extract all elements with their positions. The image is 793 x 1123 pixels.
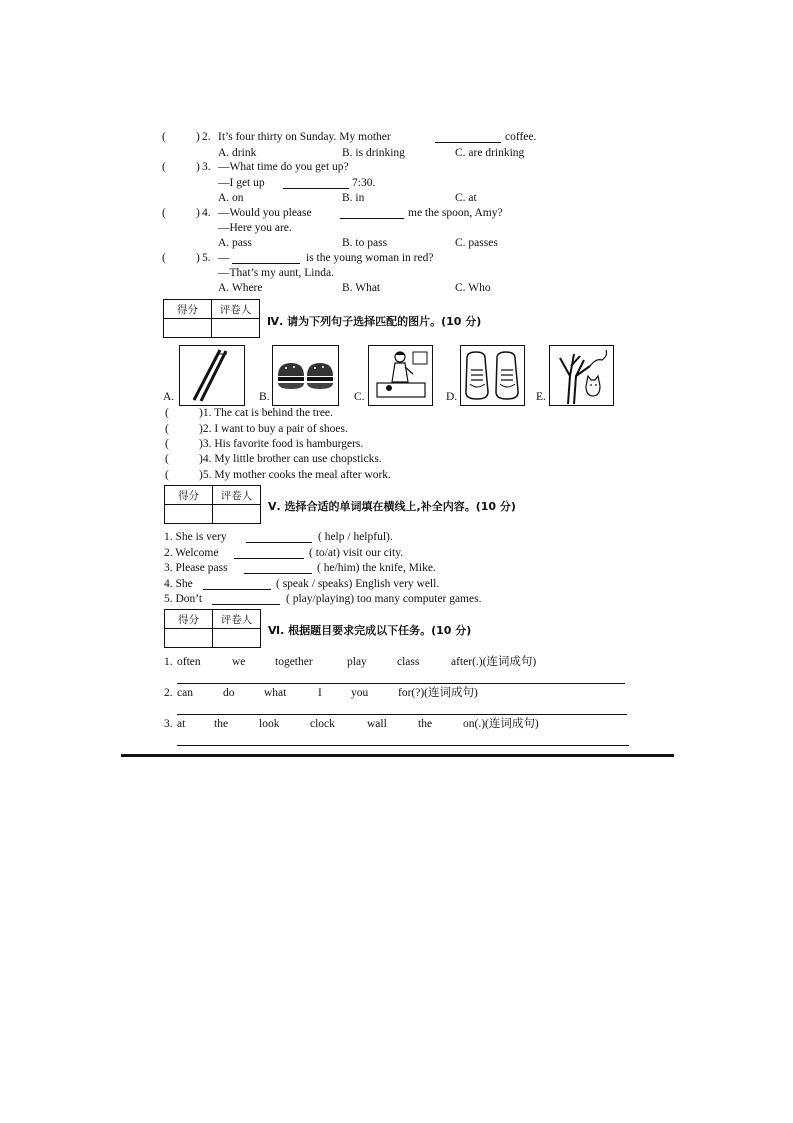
- fill-item-hint: ( play/playing) too many computer games.: [286, 593, 482, 605]
- answer-paren-open: (: [162, 131, 166, 143]
- answer-paren-close: ): [196, 252, 200, 264]
- scrambled-word: look: [259, 718, 280, 730]
- option-c: C. are drinking: [455, 147, 525, 159]
- question-stem-end: coffee.: [505, 131, 537, 143]
- answer-blank[interactable]: [435, 132, 501, 143]
- picture-letter: B.: [259, 391, 270, 403]
- answer-paren-close: ): [196, 207, 200, 219]
- answer-paren-close: ): [196, 131, 200, 143]
- option-c: C. at: [455, 192, 477, 204]
- scrambled-word: I: [318, 687, 322, 699]
- scrambled-word: at: [177, 718, 186, 730]
- option-a: A. pass: [218, 237, 252, 249]
- matching-item: )4. My little brother can use chopsticks.: [199, 453, 382, 465]
- dialogue-line: —Here you are.: [218, 222, 292, 234]
- grader-label: 评卷人: [212, 300, 260, 319]
- answer-blank[interactable]: [203, 579, 271, 590]
- fill-item-text: 5. Don’t: [164, 593, 203, 605]
- score-cell[interactable]: [165, 629, 213, 648]
- section-title: Ⅳ. 请为下列句子选择匹配的图片。(10 分): [267, 315, 482, 328]
- answer-paren-open: (: [162, 161, 166, 173]
- dialogue-line: —What time do you get up?: [218, 161, 349, 173]
- picture-letter: A.: [163, 391, 175, 403]
- shoes-icon: [460, 345, 525, 406]
- woman-cooking-icon: [368, 345, 433, 406]
- option-b: B. is drinking: [342, 147, 405, 159]
- matching-item: )1. The cat is behind the tree.: [199, 407, 333, 419]
- grader-cell[interactable]: [213, 505, 261, 524]
- chopsticks-icon: [179, 345, 245, 406]
- fill-item-hint: ( to/at) visit our city.: [309, 547, 404, 559]
- answer-blank[interactable]: [340, 208, 404, 219]
- option-b: B. to pass: [342, 237, 388, 249]
- fill-item-text: 1. She is very: [164, 531, 227, 543]
- score-box: [164, 609, 261, 648]
- scrambled-word: what: [264, 687, 287, 699]
- fill-item-text: 4. She: [164, 578, 193, 590]
- dialogue-line-end: is the young woman in red?: [306, 252, 434, 264]
- scrambled-word: on(.)(连词成句): [463, 718, 539, 730]
- matching-item: )5. My mother cooks the meal after work.: [199, 469, 391, 481]
- section-title: Ⅵ. 根据题目要求完成以下任务。(10 分): [268, 624, 472, 637]
- question-stem: It’s four thirty on Sunday. My mother: [218, 131, 391, 143]
- scrambled-word: class: [397, 656, 420, 668]
- scrambled-word: you: [351, 687, 369, 699]
- scrambled-word: we: [232, 656, 246, 668]
- answer-paren-open: (: [165, 438, 169, 450]
- dialogue-line: —That’s my aunt, Linda.: [218, 267, 334, 279]
- scrambled-word: play: [347, 656, 367, 668]
- grader-cell[interactable]: [212, 319, 260, 338]
- grader-label: 评卷人: [213, 610, 261, 629]
- dialogue-line: —I get up: [218, 177, 265, 189]
- option-a: A. drink: [218, 147, 257, 159]
- answer-blank[interactable]: [246, 532, 312, 543]
- scrambled-word: the: [418, 718, 433, 730]
- question-number: 4.: [202, 207, 211, 219]
- cat-behind-tree-icon: [549, 345, 614, 406]
- scrambled-word: the: [214, 718, 229, 730]
- fill-item-hint: ( help / helpful).: [318, 531, 393, 543]
- matching-item: )2. I want to buy a pair of shoes.: [199, 423, 348, 435]
- answer-paren-open: (: [165, 453, 169, 465]
- fill-item-text: 3. Please pass: [164, 562, 228, 574]
- grader-label: 评卷人: [213, 486, 261, 505]
- score-cell[interactable]: [165, 505, 213, 524]
- task-number: 1.: [164, 656, 173, 668]
- scrambled-word: often: [177, 656, 201, 668]
- answer-paren-open: (: [165, 423, 169, 435]
- question-number: 3.: [202, 161, 211, 173]
- dialogue-line: —Would you please: [218, 207, 312, 219]
- answer-paren-open: (: [162, 252, 166, 264]
- fill-item-hint: ( speak / speaks) English very well.: [276, 578, 440, 590]
- option-c: C. Who: [455, 282, 491, 294]
- option-a: A. on: [218, 192, 244, 204]
- scrambled-word: do: [223, 687, 235, 699]
- grader-cell[interactable]: [213, 629, 261, 648]
- scrambled-word: for(?)(连词成句): [398, 687, 478, 699]
- answer-paren-close: ): [196, 161, 200, 173]
- dialogue-line-end: 7:30.: [352, 177, 376, 189]
- score-label: 得分: [165, 610, 213, 629]
- option-b: B. What: [342, 282, 381, 294]
- score-box: [163, 299, 260, 338]
- score-label: 得分: [165, 486, 213, 505]
- fill-item-hint: ( he/him) the knife, Mike.: [317, 562, 436, 574]
- fill-item-text: 2. Welcome: [164, 547, 219, 559]
- answer-paren-open: (: [162, 207, 166, 219]
- answer-line[interactable]: [177, 683, 625, 684]
- option-b: B. in: [342, 192, 365, 204]
- scrambled-word: wall: [367, 718, 387, 730]
- picture-letter: C.: [354, 391, 365, 403]
- dialogue-dash: —: [218, 252, 230, 264]
- answer-blank[interactable]: [212, 594, 280, 605]
- answer-line[interactable]: [177, 714, 627, 715]
- score-label: 得分: [164, 300, 212, 319]
- scrambled-word: together: [275, 656, 313, 668]
- task-number: 2.: [164, 687, 173, 699]
- score-box: [164, 485, 261, 524]
- page-bottom-rule: [121, 754, 674, 757]
- option-a: A. Where: [218, 282, 263, 294]
- answer-paren-open: (: [165, 469, 169, 481]
- answer-blank[interactable]: [244, 563, 312, 574]
- picture-letter: D.: [446, 391, 458, 403]
- answer-blank[interactable]: [232, 253, 300, 264]
- hamburgers-icon: [272, 345, 339, 406]
- task-number: 3.: [164, 718, 173, 730]
- scrambled-word: after(.)(连词成句): [451, 656, 537, 668]
- answer-paren-open: (: [165, 407, 169, 419]
- scrambled-word: can: [177, 687, 193, 699]
- question-number: 5.: [202, 252, 211, 264]
- section-title: Ⅴ. 选择合适的单词填在横线上,补全内容。(10 分): [268, 500, 516, 513]
- question-number: 2.: [202, 131, 211, 143]
- answer-line[interactable]: [177, 745, 629, 746]
- dialogue-line-end: me the spoon, Amy?: [408, 207, 503, 219]
- answer-blank[interactable]: [234, 548, 304, 559]
- matching-item: )3. His favorite food is hamburgers.: [199, 438, 364, 450]
- picture-letter: E.: [536, 391, 546, 403]
- option-c: C. passes: [455, 237, 498, 249]
- score-cell[interactable]: [164, 319, 212, 338]
- scrambled-word: clock: [310, 718, 335, 730]
- answer-blank[interactable]: [283, 178, 349, 189]
